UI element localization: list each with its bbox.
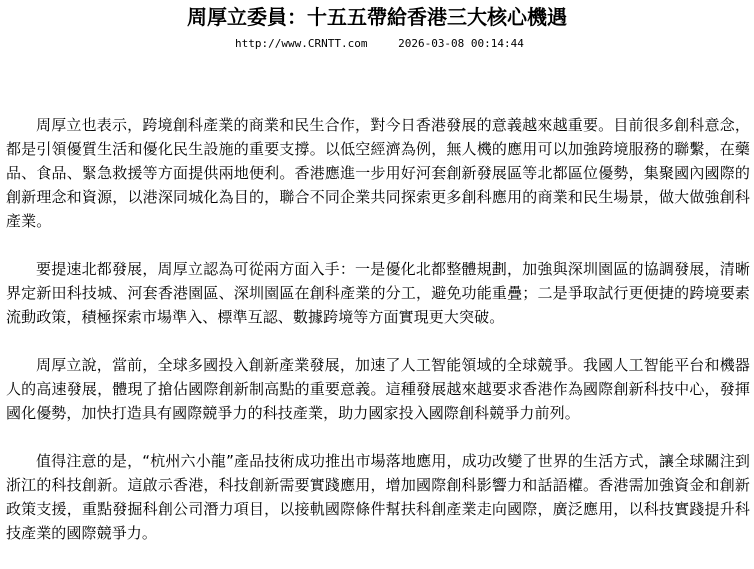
source-url[interactable]: http://www.CRNTT.com — [235, 37, 368, 50]
article-body — [6, 113, 750, 569]
publish-timestamp: 2026-03-08 00:14:44 — [398, 37, 524, 50]
article-paragraph-4: 值得注意的是，“杭州六小龍”產品技術成功推出市場落地應用，成功改變了世界的生活方式，讓全球關注到浙江的科技創新。這啟示香港，科技創新需要實踐應用，增加國際創科影響力和話語權。香港需加強資金和創新政策支援，重點發掘科創公司潛力項目，以接軌國際條件幫扶科創產業走向國際，廣泛應用，以科技實踐提升科技產業的國際競爭力。 — [6, 452, 750, 542]
article-paragraph-2: 要提速北都發展，周厚立認為可從兩方面入手：一是優化北都整體規劃，加強與深圳園區的協調發展，清晰界定新田科技城、河套香港園區、深圳園區在創科產業的分工，避免功能重疊；二是爭取試行更便捷的跨境要素流動政策，積極探索市場準入、標準互認、數據跨境等方面實現更大突破。 — [6, 260, 750, 326]
article-paragraph-3: 周厚立說，當前，全球多國投入創新產業發展，加速了人工智能領域的全球競爭。我國人工智能平台和機器人的高速發展，體現了搶佔國際創新制高點的重要意義。這種發展越來越要求香港作為國際創新科技中心，發揮國化優勢，加快打造具有國際競爭力的科技產業，助力國家投入國際創科競爭力前列。 — [6, 356, 750, 422]
article-paragraph-1: 周厚立也表示，跨境創科產業的商業和民生合作，對今日香港發展的意義越來越重要。目前很多創科意念，都是引領優質生活和優化民生設施的重要支撐。以低空經濟為例，無人機的應用可以加強跨境服務的聯繫，在藥品、食品、緊急救援等方面提供兩地便利。香港應進一步用好河套創新發展區等北都區位優勢，集聚國內國際的創新理念和資源，以港深同城化為目的，聯合不同企業共同探索更多創科應用的商業和民生場景，做大做強創科產業。 — [6, 116, 750, 230]
article-title: 周厚立委員：十五五帶給香港三大核心機遇 — [187, 5, 567, 29]
article-meta — [235, 37, 524, 51]
